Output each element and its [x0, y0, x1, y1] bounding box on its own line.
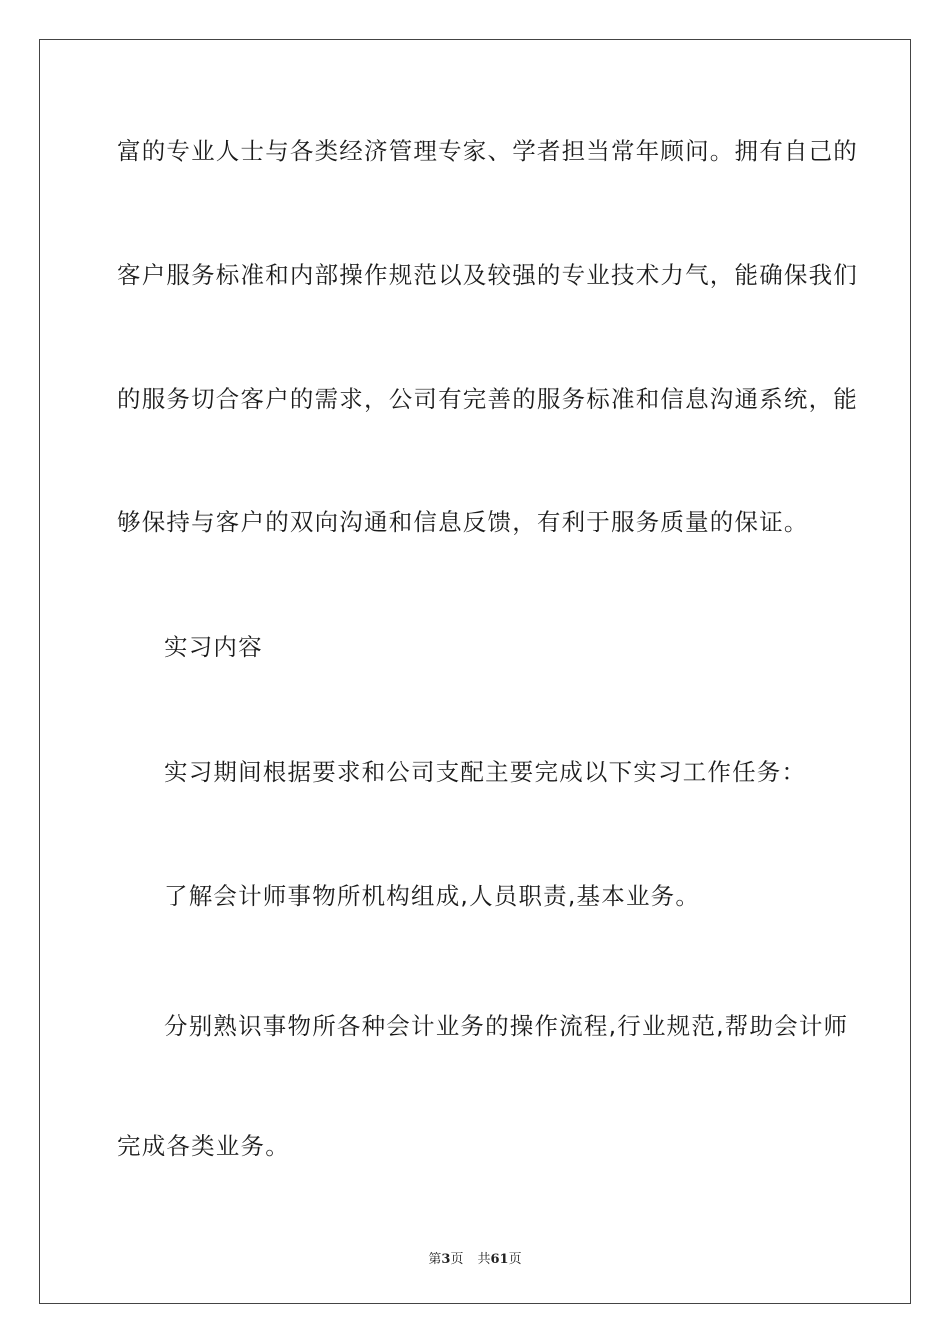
task-item-1: 了解会计师事物所机构组成,人员职责,基本业务。 — [164, 882, 701, 910]
page-suffix: 页 — [450, 1252, 464, 1267]
page-border — [39, 39, 911, 1304]
body-text-line-1: 富的专业人士与各类经济管理专家、学者担当常年顾问。拥有自己的 — [117, 137, 858, 165]
page-number: 3 — [441, 1252, 451, 1267]
intro-paragraph: 实习期间根据要求和公司支配主要完成以下实习工作任务： — [164, 758, 807, 786]
total-prefix: 共 — [477, 1252, 491, 1267]
body-text-line-2: 客户服务标准和内部操作规范以及较强的专业技术力气，能确保我们 — [117, 261, 858, 289]
task-item-2-line-1: 分别熟识事物所各种会计业务的操作流程,行业规范,帮助会计师 — [164, 1012, 849, 1040]
total-suffix: 页 — [508, 1252, 522, 1267]
task-item-2-line-2: 完成各类业务。 — [117, 1132, 290, 1160]
page-footer — [0, 1248, 950, 1267]
page-prefix: 第 — [428, 1252, 442, 1267]
body-text-line-3: 的服务切合客户的需求，公司有完善的服务标准和信息沟通系统，能 — [117, 385, 858, 413]
body-text-line-4: 够保持与客户的双向沟通和信息反馈，有利于服务质量的保证。 — [117, 508, 809, 536]
section-heading: 实习内容 — [164, 633, 263, 661]
total-pages: 61 — [490, 1252, 509, 1267]
